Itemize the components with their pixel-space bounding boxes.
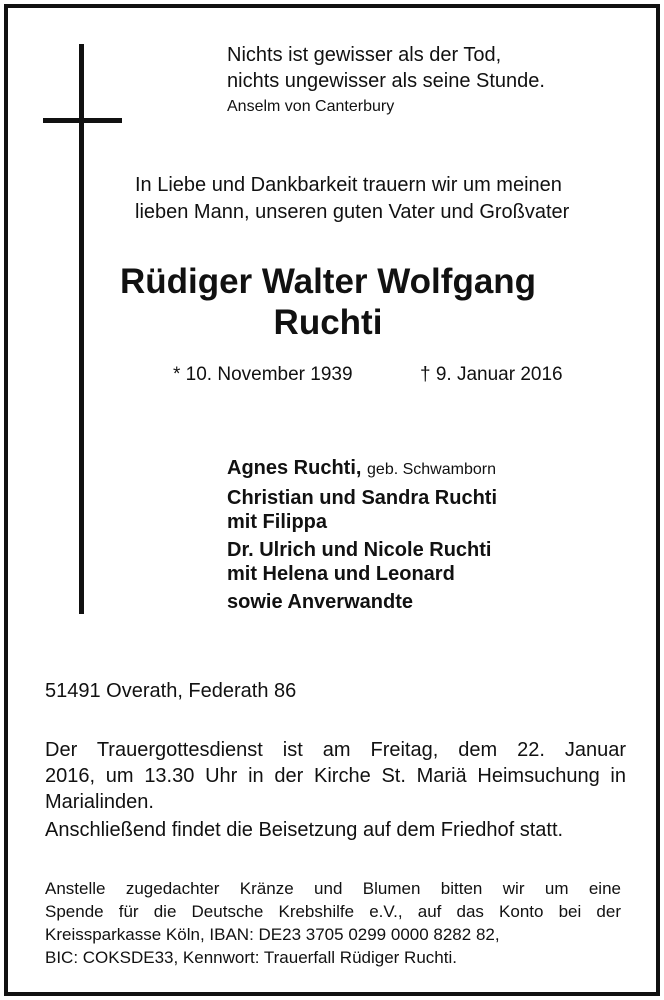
mourners-list: [227, 456, 497, 614]
wife-maiden-name: geb. Schwamborn: [367, 461, 496, 478]
wife-name: Agnes Ruchti,: [227, 457, 362, 479]
mourner-family-2-children: mit Helena und Leonard: [227, 563, 455, 585]
cross-horizontal-beam: [43, 118, 122, 123]
mourner-wife: [227, 456, 497, 482]
intro-text: [135, 172, 569, 226]
donation-line-2: Spende für die Deutsche Krebshilfe e.V., auf das Konto bei der: [45, 902, 621, 921]
birth-date: * 10. November 1939: [173, 364, 353, 385]
donation-line-4: BIC: COKSDE33, Kennwort: Trauerfall Rüdiger Ruchti.: [45, 948, 457, 967]
deceased-name-line-1: Rüdiger Walter Wolfgang: [119, 262, 537, 301]
donation-info: [45, 877, 621, 969]
intro-line-1: In Liebe und Dankbarkeit trauern wir um meinen: [135, 174, 562, 196]
donation-line-1: Anstelle zugedachter Kränze und Blumen bitten wir um eine: [45, 879, 621, 898]
mourner-family-1-children: mit Filippa: [227, 511, 327, 533]
funeral-service-info: [45, 737, 626, 815]
death-date: † 9. Januar 2016: [420, 364, 563, 385]
quote-author: Anselm von Canterbury: [227, 98, 395, 115]
quote-line-1: Nichts ist gewisser als der Tod,: [227, 44, 502, 66]
deceased-name-line-2: Ruchti: [273, 303, 383, 342]
service-line-1: Der Trauergottesdienst ist am Freitag, dem 22. Januar: [45, 739, 626, 761]
burial-info: Anschließend findet die Beisetzung auf dem Friedhof statt.: [45, 819, 564, 841]
service-line-3: Marialinden.: [45, 791, 154, 813]
donation-line-3: Kreissparkasse Köln, IBAN: DE23 3705 0299 0000 8282 82,: [45, 925, 500, 944]
mourner-relatives: sowie Anverwandte: [227, 591, 413, 613]
quote-line-2: nichts ungewisser als seine Stunde.: [227, 70, 545, 92]
quote: [227, 42, 545, 94]
address: 51491 Overath, Federath 86: [45, 680, 297, 702]
mourner-family-2: Dr. Ulrich und Nicole Ruchti: [227, 539, 492, 561]
intro-line-2: lieben Mann, unseren guten Vater und Großvater: [135, 201, 570, 223]
mourner-family-1: Christian und Sandra Ruchti: [227, 487, 498, 509]
service-line-2: 2016, um 13.30 Uhr in der Kirche St. Mariä Heimsuchung in: [45, 765, 626, 787]
